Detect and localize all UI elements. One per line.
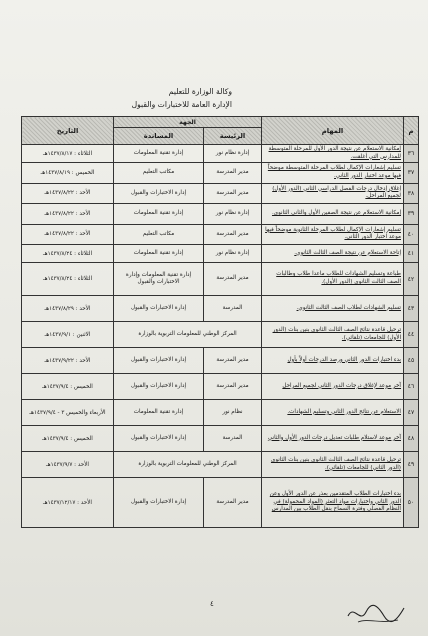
- header-department: الإدارة العامة للاختبارات والقبول: [131, 100, 232, 109]
- row-main: مدير المدرسة: [204, 224, 262, 245]
- table-row: [22, 183, 419, 204]
- row-task: إمكانية الاستعلام عن نتيجة الدور الأول للمرحلة المتوسطة للمدارس التي أغلقت.: [262, 145, 404, 163]
- row-main: إدارة نظام نور: [204, 245, 262, 263]
- table-row: [22, 374, 419, 400]
- table-row: [22, 245, 419, 263]
- row-number: ٤٥: [404, 348, 419, 374]
- row-support: إدارة الاختبارات والقبول: [114, 296, 204, 322]
- row-task: إغلاق إدخال درجات الفصل الدراسي الثاني (الدور الأول) لجميع المراحل.: [262, 183, 404, 204]
- row-support: إدارة تقنية المعلومات: [114, 245, 204, 263]
- row-date: الثلاثاء : ١٤٣٧/٨/٢٤هـ: [22, 263, 114, 296]
- row-number: ٤٦: [404, 374, 419, 400]
- row-task: آخر موعد لاستلام طلبات تعديل درجات الدور الأول والثاني: [262, 426, 404, 452]
- header-number: م: [404, 117, 419, 145]
- row-main: مدير المدرسة: [204, 183, 262, 204]
- table-row: [22, 296, 419, 322]
- row-main: المدرسة: [204, 426, 262, 452]
- row-date: الخميس : ١٤٣٧/٩/٤هـ: [22, 374, 114, 400]
- row-number: ٤٠: [404, 224, 419, 245]
- row-task: تسليم إشعارات الإكمال لطلاب المرحلة الثانوية موضحاً فيها موعد اختبار الدور الثاني.: [262, 224, 404, 245]
- row-support: إدارة الاختبارات والقبول: [114, 183, 204, 204]
- row-date: الثلاثاء : ١٤٣٧/٨/٢٤هـ: [22, 245, 114, 263]
- row-number: ٤٣: [404, 296, 419, 322]
- row-task: بدء اختبارات الطلاب المتقدمين بعذر عن الدور الأول وعن الدور الثاني واختبارات مواد التعثر (المواد المحمولة) في النظام الفصلي وفترة السماح بنقل الطلاب بين المدارس: [262, 478, 404, 528]
- table-row: [22, 400, 419, 426]
- row-task: ترحيل قاعدة نتائج الصف الثالث الثانوي بنين بنات (الدور الأول) للجامعات (تلقائي).: [262, 322, 404, 348]
- row-date: الأحد : ١٤٣٧/٨/٢٩هـ: [22, 296, 114, 322]
- row-task: بدء اختبارات الدور الثاني ورصد الدرجات أولاً بأول: [262, 348, 404, 374]
- row-task: إمكانية الاستعلام عن نتيجة الصفين الأول والثاني الثانوي.: [262, 204, 404, 225]
- row-number: ٣٩: [404, 204, 419, 225]
- row-task: تسليم الشهادات لطلاب الصف الثالث الثانوي.: [262, 296, 404, 322]
- table-row: [22, 322, 419, 348]
- table-row: [22, 426, 419, 452]
- row-support: مكاتب التعليم: [114, 163, 204, 184]
- row-task: آخر موعد لإغلاق درجات الدور الثاني لجميع المراحل: [262, 374, 404, 400]
- row-main: مدير المدرسة: [204, 478, 262, 528]
- row-main: مدير المدرسة: [204, 348, 262, 374]
- row-support: إدارة الاختبارات والقبول: [114, 348, 204, 374]
- row-support: إدارة الاختبارات والقبول: [114, 426, 204, 452]
- row-support: إدارة تقنية المعلومات: [114, 204, 204, 225]
- row-number: ٣٧: [404, 163, 419, 184]
- row-support: إدارة تقنية المعلومات وإدارة الاختبارات والقبول: [114, 263, 204, 296]
- row-number: ٤٨: [404, 426, 419, 452]
- handwritten-signature: [344, 598, 414, 628]
- table-row: [22, 224, 419, 245]
- header-date: التاريخ: [22, 117, 114, 145]
- row-date: الخميس : ١٤٣٧/٩/٤هـ: [22, 426, 114, 452]
- row-main: مدير المدرسة: [204, 263, 262, 296]
- row-main: المدرسة: [204, 296, 262, 322]
- table-row: [22, 348, 419, 374]
- row-main: المركز الوطني للمعلومات التربوية بالوزارة: [114, 452, 262, 478]
- row-number: ٤٢: [404, 263, 419, 296]
- table-row: [22, 204, 419, 225]
- header-agency: وكالة الوزارة للتعليم: [168, 87, 232, 96]
- row-number: ٣٨: [404, 183, 419, 204]
- row-date: الثلاثاء : ١٤٣٧/٨/١٧هـ: [22, 145, 114, 163]
- table-row: [22, 452, 419, 478]
- row-number: ٤٧: [404, 400, 419, 426]
- table-row: [22, 145, 419, 163]
- row-date: الأحد : ١٤٣٧/٨/٢٢هـ: [22, 183, 114, 204]
- row-number: ٥٠: [404, 478, 419, 528]
- header-tasks: المهام: [262, 117, 404, 145]
- row-main: إدارة نظام نور: [204, 145, 262, 163]
- row-support: إدارة تقنية المعلومات: [114, 400, 204, 426]
- row-support: مكاتب التعليم: [114, 224, 204, 245]
- row-support: إدارة تقنية المعلومات: [114, 145, 204, 163]
- row-main: المركز الوطني للمعلومات التربوية بالوزارة: [114, 322, 262, 348]
- table-row: [22, 163, 419, 184]
- header-support: المساندة: [114, 128, 204, 145]
- row-support: إدارة الاختبارات والقبول: [114, 374, 204, 400]
- row-support: إدارة الاختبارات والقبول: [114, 478, 204, 528]
- row-task: ترحيل قاعدة نتائج الصف الثالث الثانوي بنين بنات الثانوي (الدور الثاني) للجامعات (تلقائي).: [262, 452, 404, 478]
- header-main: الرئيسة: [204, 128, 262, 145]
- row-task: إتاحة الاستعلام عن نتيجة الصف الثالث الثانوي.: [262, 245, 404, 263]
- row-number: ٣٦: [404, 145, 419, 163]
- schedule-table: [21, 116, 419, 528]
- row-date: الأحد : ١٤٣٧/١٢/١٧هـ: [22, 478, 114, 528]
- row-number: ٤٤: [404, 322, 419, 348]
- row-main: مدير المدرسة: [204, 374, 262, 400]
- page-number: ٤: [210, 600, 214, 608]
- table-row: [22, 478, 419, 528]
- row-main: نظام نور: [204, 400, 262, 426]
- row-number: ٤٩: [404, 452, 419, 478]
- row-number: ٤١: [404, 245, 419, 263]
- row-date: الأحد : ١٤٣٧/٩/٢٢هـ: [22, 348, 114, 374]
- row-main: إدارة نظام نور: [204, 204, 262, 225]
- row-date: الأحد : ١٤٣٧/٨/٢٢هـ: [22, 224, 114, 245]
- row-task: الاستعلام عن نتائج الدور الثاني وتسليم الشهادات.: [262, 400, 404, 426]
- row-date: الاثنين : ١٤٣٧/٩/١هـ: [22, 322, 114, 348]
- row-main: مدير المدرسة: [204, 163, 262, 184]
- row-task: طباعة وتسليم الشهادات للطلاب ماعدا طلاب وطالبات الصف الثالث الثانوي (الدور الأول).: [262, 263, 404, 296]
- table-row: [22, 263, 419, 296]
- row-date: الخميس : ١٤٣٧/٨/١٩هـ: [22, 163, 114, 184]
- row-date: الأحد : ١٤٣٧/٨/٢٢هـ: [22, 204, 114, 225]
- header-entity: الجهة: [114, 117, 262, 128]
- row-date: الأربعاء والخميس ٣ - ١٤٣٧/٩/٤هـ: [22, 400, 114, 426]
- row-date: الأحد : ١٤٣٧/٩/٧هـ: [22, 452, 114, 478]
- row-task: تسليم إشعارات الإكمال لطلاب المرحلة المتوسطة موضحاً فيها موعد اختبار الدور الثاني.: [262, 163, 404, 184]
